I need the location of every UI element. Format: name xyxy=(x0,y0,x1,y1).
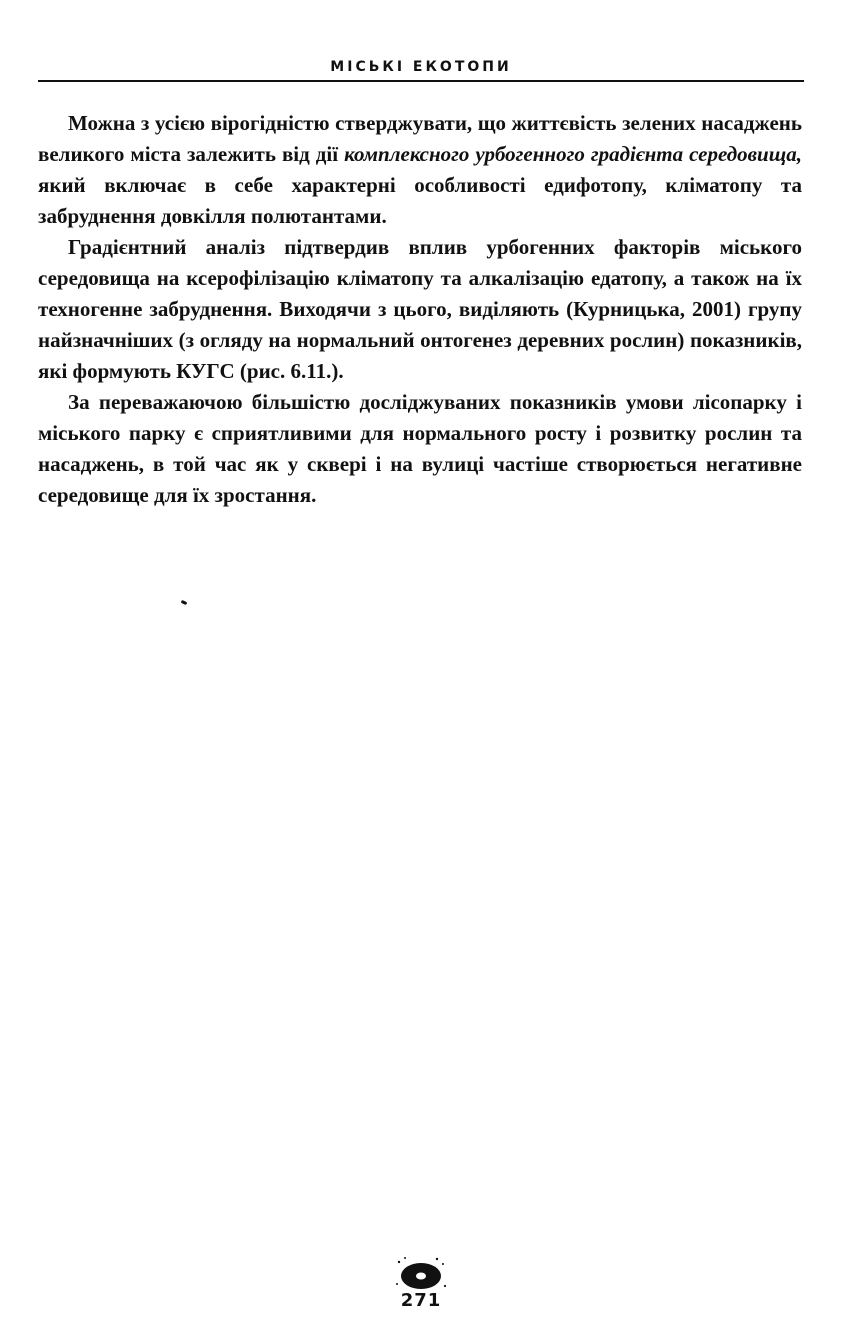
running-header: МІСЬКІ ЕКОТОПИ xyxy=(330,59,512,75)
paragraph-3: За переважаючою більшістю досліджуваних показників умови лісопарку і міського парку є сприятливими для нормального росту і розвитку рослин та насаджень, в той час як у сквері і на вулиці частіше створюється негативне середовище для їх зростання. xyxy=(38,390,802,507)
body-text xyxy=(38,108,802,511)
paragraph-1-start: Можна з усією вірогідністю стверджувати, що життєвість зелених насаджень великого міста залежить від дії xyxy=(38,111,802,166)
page-number: 271 xyxy=(400,1290,442,1311)
paragraph-1-end: який включає в себе характерні особливості едифотопу, кліматопу та забруднення довкілля полютантами. xyxy=(38,173,802,228)
header-rule xyxy=(38,80,804,82)
paragraph-2: Градієнтний аналіз підтвердив вплив урбогенних факторів міського середовища на ксерофілізацію кліматопу та алкалізацію едатопу, а також на їх техногенне забруднення. Виходячи з цього, виділяють (Курницька, 2001) групу найзначніших (з огляду на нормальний онтогенез деревних рослин) показників, які формують КУГС (рис. 6.11.). xyxy=(38,235,802,383)
print-speck xyxy=(181,600,188,605)
paragraph-1 xyxy=(38,108,802,232)
paragraph-1-emphasis: комплексного урбогенного градієнта середовища, xyxy=(344,142,802,166)
